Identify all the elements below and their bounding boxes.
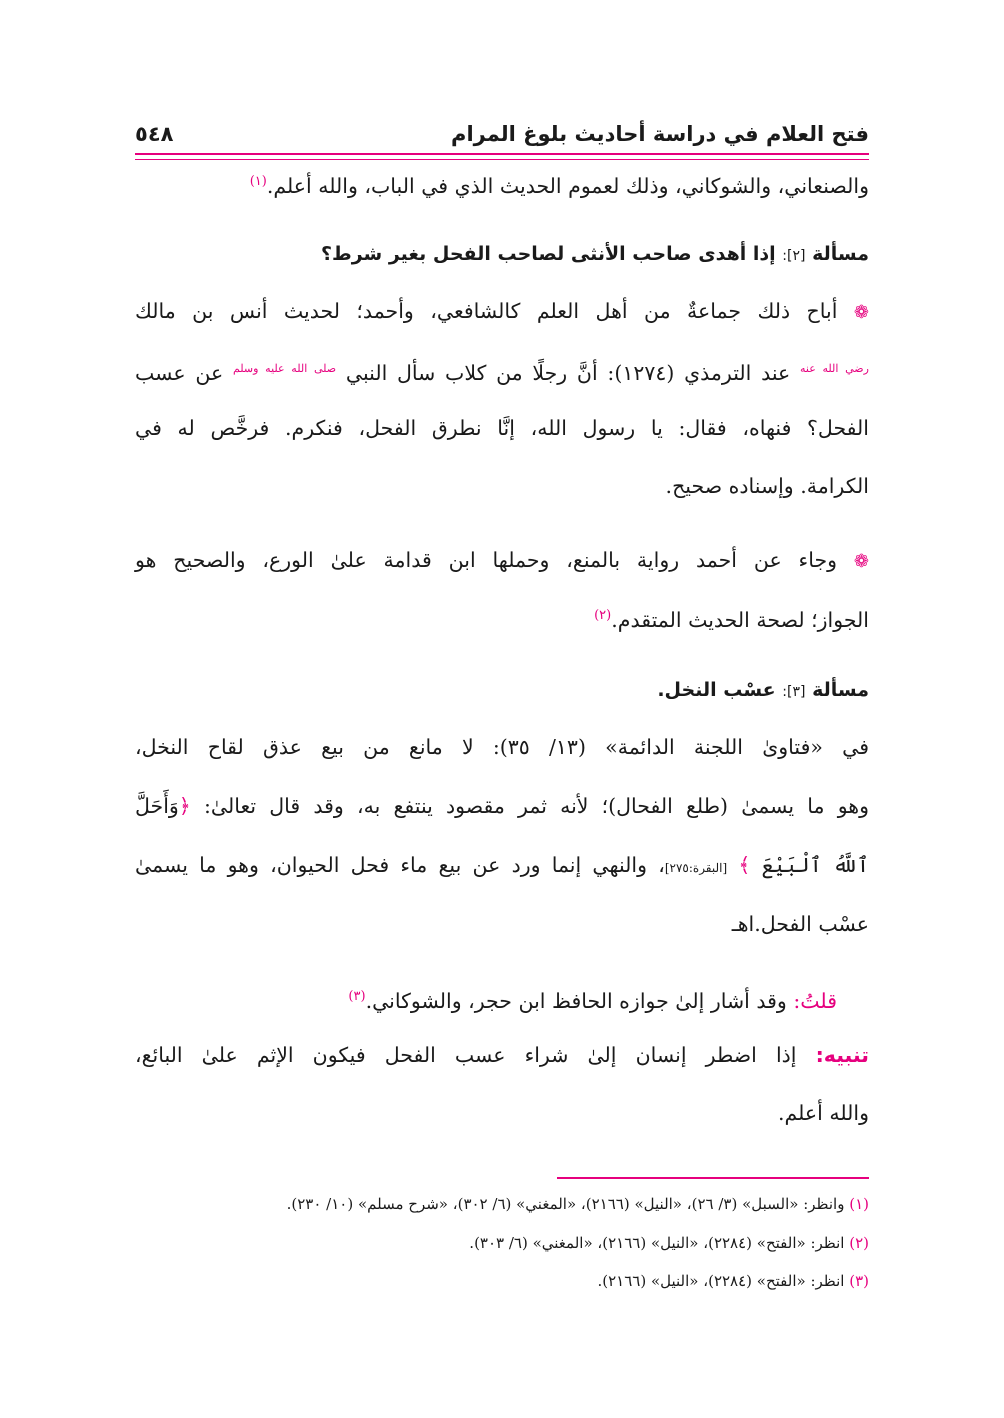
paragraph-2-line-1: ❁ وجاء عن أحمد رواية بالمنع، وحملها ابن قدامة علىٰ الورع، والصحيح هو	[135, 548, 869, 572]
question-3-title: عسْب النخل.	[657, 679, 776, 701]
paragraph-1-line-1: ❁ أباح ذلك جماعةٌ من أهل العلم كالشافعي، وأحمد؛ لحديث أنس بن مالك	[135, 299, 869, 323]
flower-bullet-icon: ❁	[853, 551, 869, 572]
continuation-line: والصنعاني، والشوكاني، وذلك لعموم الحديث الذي في الباب، والله أعلم.$^{(١)}$	[249, 173, 869, 198]
running-header	[135, 118, 869, 158]
honorific-salla-icon: صلى الله عليه وسلم	[232, 362, 337, 375]
document-page	[135, 0, 869, 1418]
paragraph-1-line-2: $^{رضي الله عنه}$ عند الترمذي (١٢٧٤): أنَّ رجلًا من كلاب سأل النبي $^{صلى الله عليه وسلم}$ عن عسب	[135, 360, 869, 385]
paragraph-1-line-3: الفحل؟ فنهاه، فقال: يا رسول الله، إنَّا نطرق الفحل، فنكرم. فرخَّص له في	[135, 416, 869, 440]
qult-line: قلتُ: وقد أشار إلىٰ جوازه الحافظ ابن حجر، والشوكاني.$^{(٣)}$	[348, 988, 837, 1013]
quran-verse-part-1: وَأَحَلَّ	[135, 794, 179, 818]
quran-reference: [البقرة:٢٧٥]	[664, 861, 728, 875]
page-number: ٥٤٨	[135, 122, 174, 146]
honorific-radiallahu-icon: رضي الله عنه	[799, 362, 869, 375]
paragraph-3-line-1: في «فتاوىٰ اللجنة الدائمة» (١٣/ ٣٥): لا مانع من بيع عذق لقاح النخل،	[135, 735, 870, 759]
tanbih-label: تنبيه:	[815, 1043, 869, 1067]
footnote-separator	[557, 1177, 869, 1179]
quran-verse-part-2: ٱللَّهُ ٱلْبَيْعَ	[761, 853, 869, 877]
flower-bullet-icon: ❁	[853, 302, 869, 323]
tanbih-line-2: والله أعلم.	[777, 1101, 869, 1125]
footnote-ref-3[interactable]: (٣)	[348, 989, 366, 1004]
footnote-2: (٢) انظر: «الفتح» (٢٢٨٤)، «النيل» (٢١٦٦)، «المغني» (٦/ ٣٠٣).	[469, 1234, 869, 1252]
question-3-heading: مسألة [٣]: عسْب النخل.	[657, 679, 869, 701]
paragraph-3-line-3: ٱللَّهُ ٱلْبَيْعَ ﴾ [البقرة:٢٧٥]، والنهي إنما ورد عن بيع ماء فحل الحيوان، وهو ما يسمىٰ	[135, 853, 869, 877]
footnote-1: (١) وانظر: «السبل» (٣/ ٢٦)، «النيل» (٢١٦٦)، «المغني» (٦/ ٣٠٢)، «شرح مسلم» (١٠/ ٢٣٠).	[286, 1195, 869, 1213]
footnote-ref-2[interactable]: (٢)	[594, 608, 612, 623]
paragraph-2-line-2: الجواز؛ لصحة الحديث المتقدم.$^{(٢)}$	[594, 607, 869, 632]
book-title: فتح العلام في دراسة أحاديث بلوغ المرام	[451, 122, 869, 146]
header-rule-thin	[135, 159, 869, 160]
qult-label: قلتُ:	[793, 988, 837, 1013]
question-2-title: إذا أهدى صاحب الأنثى لصاحب الفحل بغير شرط؟	[320, 243, 776, 265]
footnote-3: (٣) انظر: «الفتح» (٢٢٨٤)، «النيل» (٢١٦٦).	[597, 1272, 869, 1290]
paragraph-3-line-4: عسْب الفحل.اهـ	[731, 912, 869, 936]
paragraph-1-line-4: الكرامة. وإسناده صحيح.	[665, 474, 869, 498]
paragraph-3-line-2: وهو ما يسمىٰ (طلع الفحال)؛ لأنه ثمر مقصود ينتفع به، وقد قال تعالىٰ: ﴿وَأَحَلَّ	[135, 794, 869, 818]
footnote-ref-1[interactable]: (١)	[249, 174, 267, 189]
question-2-heading: مسألة [٢]: إذا أهدى صاحب الأنثى لصاحب الفحل بغير شرط؟	[320, 243, 869, 265]
tanbih-line-1: تنبيه: إذا اضطر إنسان إلىٰ شراء عسب الفحل فيكون الإثم علىٰ البائع،	[135, 1043, 869, 1067]
header-rule-thick	[135, 153, 869, 155]
